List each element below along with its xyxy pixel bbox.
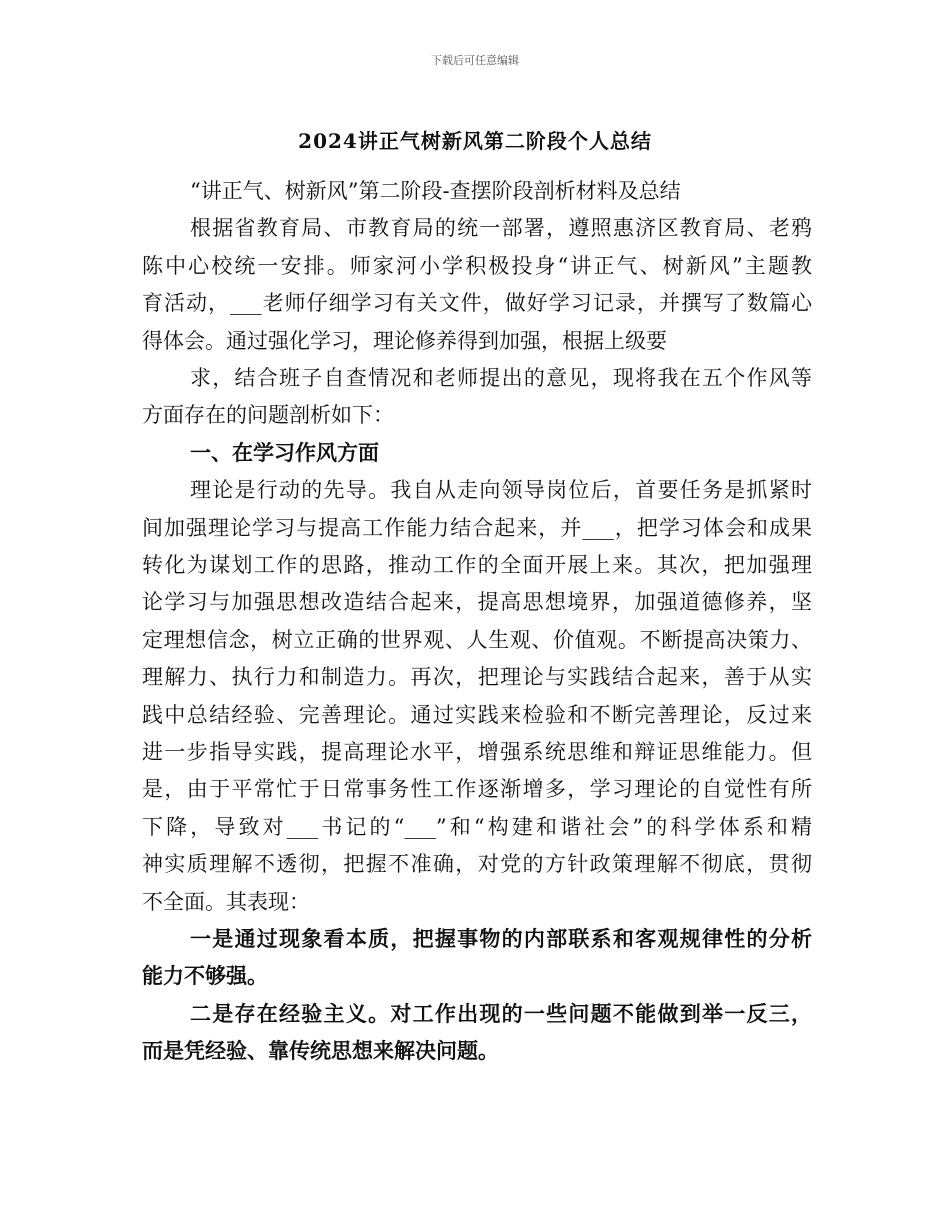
paragraph-line: 进一步指导实践，提高理论水平，增强系统思维和辩证思维能力。但: [142, 740, 812, 764]
bold-paragraph-line: 而是凭经验、靠传统思想来解决问题。: [142, 1038, 499, 1063]
bold-paragraph-line: 一、在学习作风方面: [190, 440, 379, 465]
paragraph-line: 理论是行动的先导。我自从走向领导岗位后，首要任务是抓紧时: [190, 478, 812, 502]
paragraph-line: 间加强理论学习与提高工作能力结合起来，并___，把学习体会和成果: [142, 516, 812, 540]
paragraph-line: 践中总结经验、完善理论。通过实践来检验和不断完善理论，反过来: [142, 703, 812, 727]
paragraph-line: 是，由于平常忙于日常事务性工作逐渐增多，学习理论的自觉性有所: [142, 777, 812, 801]
paragraph-line: 不全面。其表现：: [142, 890, 310, 914]
paragraph-line: 求，结合班子自查情况和老师提出的意见，现将我在五个作风等: [190, 366, 812, 390]
paragraph-line: 得体会。通过强化学习，理论修养得到加强，根据上级要: [142, 329, 667, 353]
paragraph-line: 根据省教育局、市教育局的统一部署，遵照惠济区教育局、老鸦: [190, 216, 812, 240]
paragraph-line: 神实质理解不透彻，把握不准确，对党的方针政策理解不彻底，贯彻: [142, 852, 812, 876]
paragraph-line: “讲正气、树新风”第二阶段-查摆阶段剖析材料及总结: [190, 179, 681, 203]
paragraph-line: 下降，导致对___书记的“___”和“构建和谐社会”的科学体系和精: [142, 815, 812, 839]
bold-paragraph-line: 二是存在经验主义。对工作出现的一些问题不能做到举一反三，: [190, 1001, 812, 1026]
paragraph-line: 论学习与加强思想改造结合起来，提高思想境界，加强道德修养，坚: [142, 590, 812, 614]
paragraph-line: 育活动，___老师仔细学习有关文件，做好学习记录，并撰写了数篇心: [142, 291, 812, 315]
paragraph-line: 方面存在的问题剖析如下：: [142, 403, 394, 427]
paragraph-line: 陈中心校统一安排。师家河小学积极投身“讲正气、树新风”主题教: [142, 254, 812, 278]
document-title: 2024讲正气树新风第二阶段个人总结: [298, 129, 652, 153]
paragraph-line: 理解力、执行力和制造力。再次，把理论与实践结合起来，善于从实: [142, 665, 812, 689]
page-header-note: 下载后可任意编辑: [431, 54, 519, 67]
paragraph-line: 定理想信念，树立正确的世界观、人生观、价值观。不断提高决策力、: [142, 628, 812, 652]
bold-paragraph-line: 一是通过现象看本质，把握事物的内部联系和客观规律性的分析: [190, 926, 812, 951]
paragraph-line: 转化为谋划工作的思路，推动工作的全面开展上来。其次，把加强理: [142, 553, 812, 577]
bold-paragraph-line: 能力不够强。: [142, 963, 268, 988]
